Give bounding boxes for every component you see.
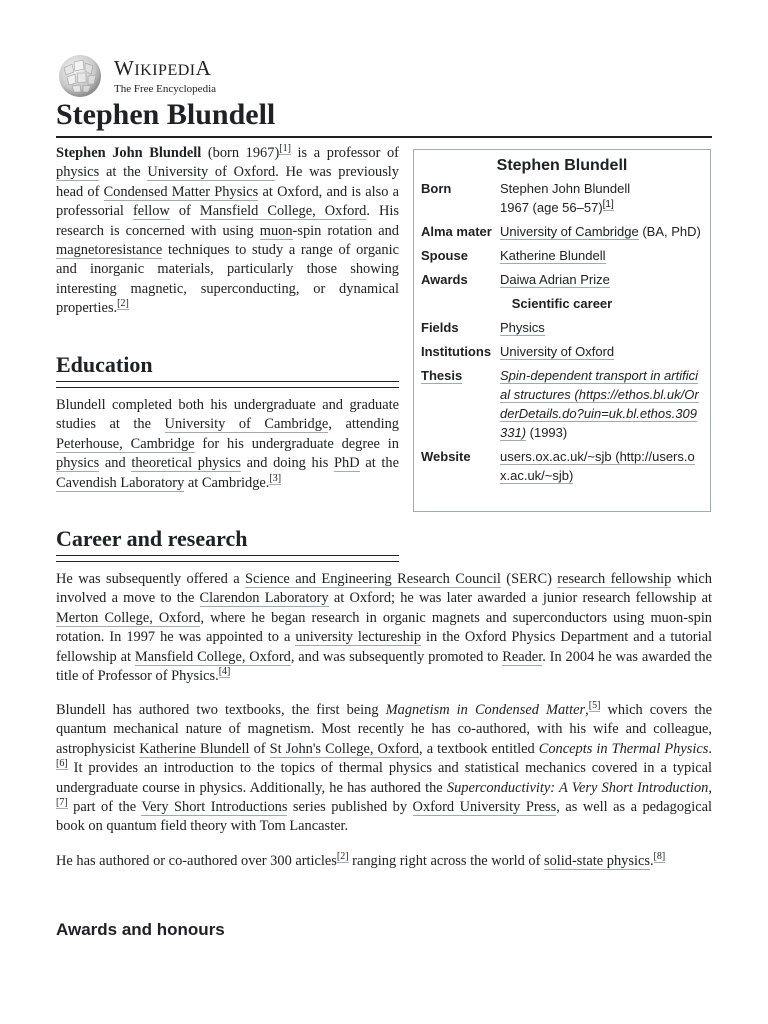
link-physics[interactable]: Physics [500,320,545,335]
infobox-row-institutions: Institutions University of Oxford [421,344,615,359]
wordmark-text: WIKIPEDIA [114,56,212,80]
wikipedia-wordmark[interactable] [114,57,216,95]
citation-link[interactable]: [2] [117,298,129,310]
link-mansfield-college[interactable]: Mansfield College, Oxford [199,203,367,220]
page-title: Stephen Blundell [56,96,712,138]
infobox-row-born: Born Stephen John Blundell 1967 (age 56–57)[1] [421,181,631,215]
infobox-row-spouse: Spouse Katherine Blundell [421,248,606,263]
infobox-section-header: Scientific career [511,296,613,311]
link-peterhouse[interactable]: Peterhouse, Cambridge [56,435,195,452]
link-magnetoresistance[interactable]: magnetoresistance [56,242,163,259]
heading-rule [56,381,399,388]
link-university-of-cambridge[interactable]: University of Cambridge [500,224,639,239]
citation-link[interactable]: [5] [588,700,601,712]
infobox-row-fields: Fields Physics [421,320,545,335]
citation-link[interactable]: [6] [56,758,68,770]
infobox-row-website: Website users.ox.ac.uk/~sjb (http://users.ox.ac.uk/~sjb) [421,449,695,483]
infobox-row-alma-mater: Alma mater University of Cambridge (BA, PhD) [421,224,701,239]
link-condensed-matter-physics[interactable]: Condensed Matter Physics [103,183,259,200]
link-reader[interactable]: Reader [502,648,543,665]
link-fellow[interactable]: fellow [133,203,170,220]
link-katherine-blundell[interactable]: Katherine Blundell [500,248,606,263]
link-serc[interactable]: Science and Engineering Research Council [245,571,501,587]
link-merton-college[interactable]: Merton College, Oxford [56,609,201,626]
infobox-title: Stephen Blundell [496,157,628,174]
link-university-lectureship[interactable]: university lectureship [295,629,422,646]
citation-link[interactable]: [4] [218,666,231,678]
link-physics[interactable]: physics [56,455,100,472]
link-research-fellowship[interactable]: research fellowship [557,571,672,587]
link-university-of-cambridge[interactable]: University of Cambridge [164,416,329,433]
link-daiwa-adrian-prize[interactable]: Daiwa Adrian Prize [500,272,610,287]
citation-link[interactable]: [7] [56,797,68,809]
link-muon[interactable]: muon [259,222,293,239]
citation-link[interactable]: [1] [602,198,614,210]
wordmark-tagline: The Free Encyclopedia [114,83,217,95]
subject-name: Stephen John Blundell [56,145,202,161]
infobox-row-thesis: Thesis Spin-dependent transport in artificial structures (https://ethos.bl.uk/OrderDetails.do?uin=uk.bl.ethos.309331) (1993) [421,368,699,440]
link-theoretical-physics[interactable]: theoretical physics [131,455,241,472]
link-very-short-introductions[interactable]: Very Short Introductions [141,799,288,816]
link-clarendon-laboratory[interactable]: Clarendon Laboratory [199,590,329,607]
link-website[interactable]: users.ox.ac.uk/~sjb (http://users.ox.ac.uk/~sjb) [500,449,695,483]
education-paragraph: Blundell completed both his undergraduate and graduate studies at the University of Cambridge, attending Peterhouse, Cambridge for his undergraduate degree in physics and theoretical physics and doing his PhD at the Cavendish Laboratory at Cambridge.[3] [56,397,399,491]
career-paragraph-3: He has authored or co-authored over 300 articles[2] ranging right across the world of solid-state physics.[8] [56,851,666,869]
link-thesis-title[interactable]: Spin-dependent transport in artificial structures (https://ethos.bl.uk/OrderDetails.do?uin=uk.bl.ethos.309331) [500,368,699,440]
link-thesis[interactable]: Thesis [421,368,463,383]
heading-career-and-research: Career and research [56,526,248,551]
heading-rule [56,555,399,562]
link-university-of-oxford[interactable]: University of Oxford [147,164,276,181]
wikipedia-globe-logo[interactable] [56,54,104,98]
citation-link[interactable]: [3] [269,472,282,484]
link-solid-state-physics[interactable]: solid-state physics [544,853,650,869]
infobox-row-awards: Awards Daiwa Adrian Prize [421,272,610,287]
citation-link[interactable]: [8] [653,851,666,863]
link-phd[interactable]: PhD [334,455,360,472]
infobox [413,149,711,512]
link-mansfield-college[interactable]: Mansfield College, Oxford [134,648,291,665]
link-cavendish-laboratory[interactable]: Cavendish Laboratory [56,474,185,491]
link-oxford-university-press[interactable]: Oxford University Press [412,799,557,816]
citation-link[interactable]: [2] [336,851,349,863]
career-paragraph-1: He was subsequently offered a Science and Engineering Research Council (SERC) research fellowship which involved a move to the Clarendon Laboratory at Oxford; he was later awarded a junior research fellowship at Merton College, Oxford, where he began research in organic magnets and superconductors using muon-spin rotation. In 1997 he was appointed to a university lectureship in the Oxford Physics Department and a tutorial fellowship at Mansfield College, Oxford, and was subsequently promoted to Reader. In 2004 he was awarded the title of Professor of Physics.[4] [56,571,713,685]
link-katherine-blundell[interactable]: Katherine Blundell [139,740,250,757]
link-st-johns-college[interactable]: St John's College, Oxford [269,740,420,757]
lead-paragraph: Stephen John Blundell (born 1967)[1] is a professor of physics at the University of Oxford. He was previously head of Condensed Matter Physics at Oxford, and is also a professorial fellow of Mansfield College, Oxford. His research is concerned with using muon-spin rotation and magnetoresistance techniques to study a range of organic and inorganic materials, particularly those showing interesting magnetic, superconducting, or dynamical properties.[2] [56,143,400,317]
career-paragraph-2: Blundell has authored two textbooks, the first being Magnetism in Condensed Matter,[5] which covers the quantum mechanical nature of magnetism. Most recently he has co-authored, with his wife and colleague, astrophysicist Katherine Blundell of St John's College, Oxford, a textbook entitled Concepts in Thermal Physics.[6] It provides an introduction to the topics of thermal physics and statistical mechanics covered in a typical undergraduate course in physics. Additionally, he has authored the Superconductivity: A Very Short Introduction,[7] part of the Very Short Introductions series published by Oxford University Press, as well as a pedagogical book on quantum field theory with Tom Lancaster. [56,700,712,835]
heading-awards-and-honours: Awards and honours [56,920,225,939]
link-university-of-oxford[interactable]: University of Oxford [500,344,615,359]
heading-education: Education [56,352,153,377]
citation-link[interactable]: [1] [279,143,291,155]
link-physics[interactable]: physics [56,164,100,181]
